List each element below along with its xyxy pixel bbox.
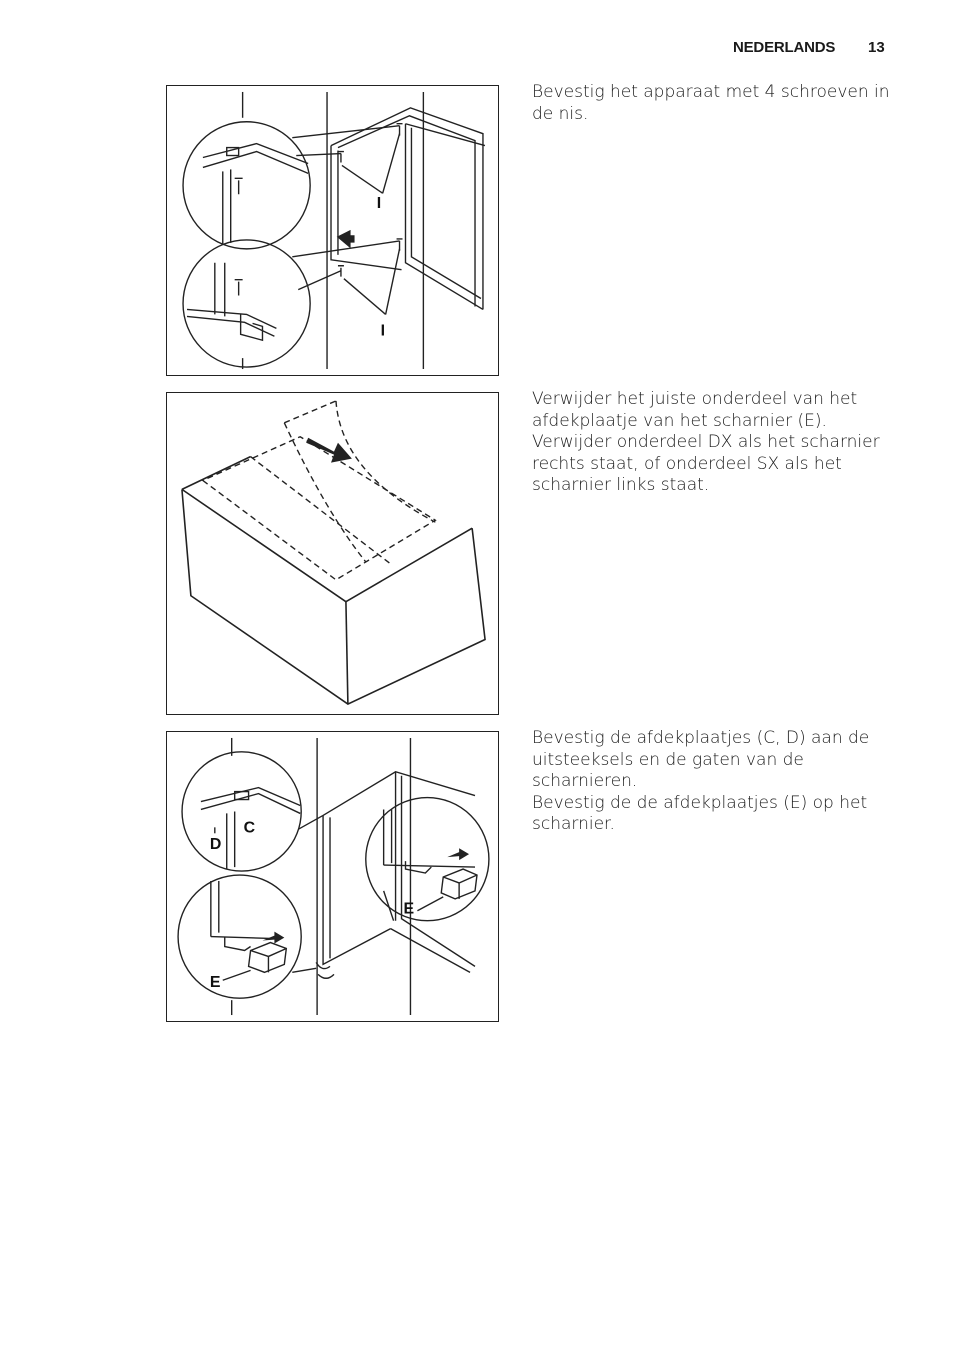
arrow-icon-left (262, 932, 284, 944)
step-1-text (532, 82, 892, 125)
label-E-right: E (403, 900, 415, 918)
figure-screw-fixing (166, 85, 499, 376)
figure-fit-cover-plates (166, 731, 499, 1022)
step-3-text (532, 728, 892, 836)
figure-remove-cover-part (166, 392, 499, 715)
arrow-icon-right (447, 848, 469, 860)
arrow-icon (306, 438, 352, 463)
label-E-left: E (209, 974, 221, 992)
label-C: C (243, 819, 256, 837)
label-I-top: I (376, 195, 382, 213)
label-D: D (209, 836, 222, 854)
label-I-bottom: I (380, 322, 386, 340)
remove-cover-illustration (167, 393, 498, 714)
header-language: NEDERLANDS (733, 39, 836, 56)
step-2-paragraph: Verwijder het juiste onderdeel van het afdekplaatje van het scharnier (E). Verwijder onderdeel DX als het scharnier rechts staat, of onderdeel SX als het scharnier links staat. (532, 389, 880, 495)
fit-cover-illustration (167, 732, 498, 1021)
step-3-paragraph-2: Bevestig de de afdekplaatjes (E) op het scharnier. (532, 792, 868, 834)
screw-fixing-illustration (167, 86, 498, 375)
step-2-text (532, 389, 892, 497)
step-3-paragraph-1: Bevestig de afdekplaatjes (C, D) aan de uitsteeksels en de gaten van de scharnieren. (532, 728, 870, 791)
step-1-paragraph: Bevestig het apparaat met 4 schroeven in de nis. (532, 82, 890, 124)
page-number: 13 (868, 39, 885, 56)
